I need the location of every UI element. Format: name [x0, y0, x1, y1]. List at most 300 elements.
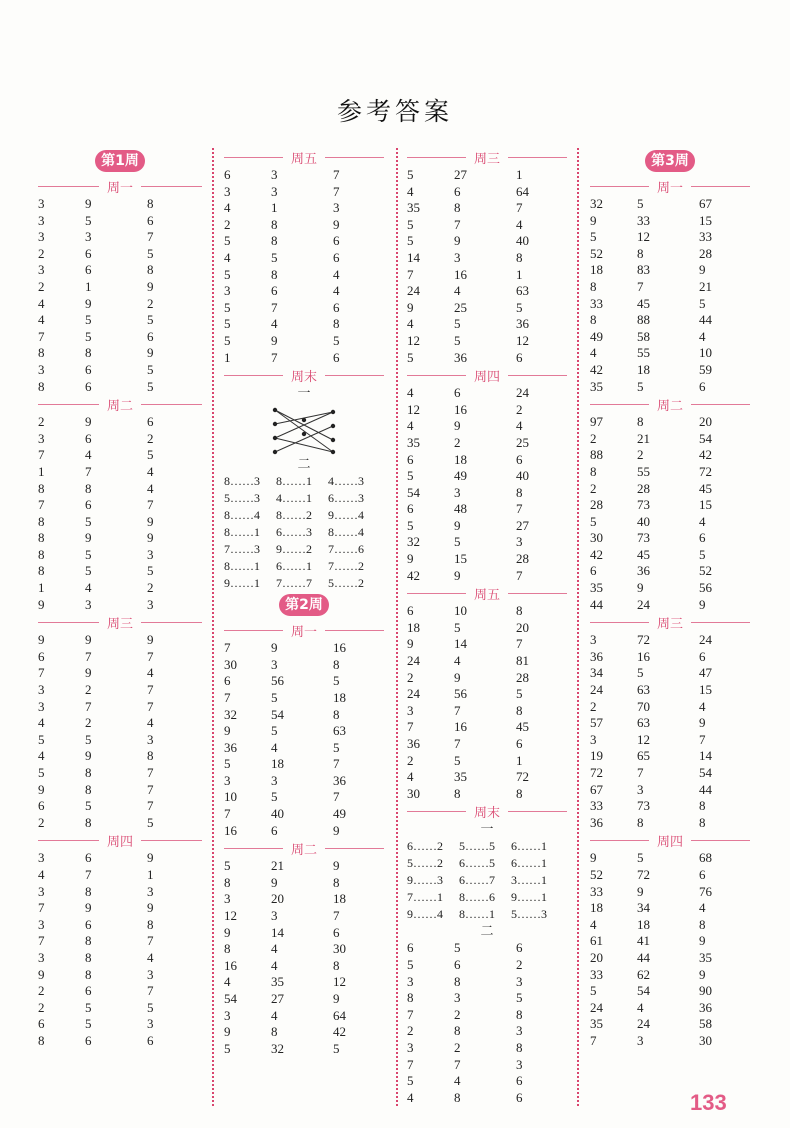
answer-value: 1 [85, 278, 92, 294]
answer-value: 1 [38, 580, 45, 596]
answer-value: 34 [590, 665, 603, 681]
match-answer: 5……2 [407, 856, 443, 871]
answer-value: 5 [407, 167, 414, 182]
answer-value: 7 [147, 983, 154, 999]
answer-row [38, 867, 202, 884]
answer-value: 6 [333, 249, 340, 265]
answer-value: 19 [590, 748, 603, 764]
answer-value: 36 [699, 999, 712, 1015]
answer-value: 56 [454, 686, 467, 702]
match-answer: 7……6 [328, 542, 364, 557]
answer-value: 44 [590, 596, 603, 612]
divider-line [141, 840, 202, 841]
answer-value: 5 [147, 378, 154, 394]
answer-value: 3 [85, 596, 92, 612]
answer-value: 36 [333, 772, 346, 788]
answer-row [224, 908, 384, 925]
match-answer: 3……1 [511, 873, 547, 888]
match-answer-row [224, 490, 384, 507]
answer-value: 30 [224, 656, 237, 672]
answer-value: 27 [454, 167, 467, 182]
answer-value: 3 [516, 534, 523, 550]
answer-value: 4 [407, 183, 414, 199]
answer-value: 3 [590, 632, 597, 648]
answer-row [38, 481, 202, 498]
answer-value: 5 [224, 756, 231, 772]
answer-value: 5 [407, 233, 414, 249]
answer-value: 7 [454, 216, 461, 232]
answer-value: 24 [699, 632, 712, 648]
answer-row [38, 798, 202, 815]
answer-value: 9 [224, 723, 231, 739]
answer-value: 5 [147, 312, 154, 328]
answer-value: 7 [147, 497, 154, 513]
answer-row [407, 350, 567, 367]
answer-value: 24 [637, 596, 650, 612]
answer-row [224, 350, 384, 367]
answer-value: 44 [637, 949, 650, 965]
answer-value: 7 [38, 933, 45, 949]
answer-row [407, 485, 567, 502]
answer-row [224, 200, 384, 217]
answer-value: 3 [454, 249, 461, 265]
answer-value: 27 [516, 517, 529, 533]
answer-value: 1 [147, 866, 154, 882]
answer-row [407, 990, 567, 1007]
answer-value: 4 [147, 715, 154, 731]
answer-value: 3 [38, 698, 45, 714]
section-label: 周三 [657, 617, 684, 633]
answer-row [407, 786, 567, 803]
answer-value: 9 [333, 858, 340, 874]
answer-row [590, 246, 750, 263]
answer-value: 52 [699, 563, 712, 579]
section-header [224, 149, 384, 166]
answer-value: 2 [637, 447, 644, 463]
answer-value: 8 [516, 1006, 523, 1022]
answer-value: 8 [590, 463, 597, 479]
answer-row [38, 1033, 202, 1050]
answer-value: 5 [333, 332, 340, 348]
answer-value: 9 [224, 924, 231, 940]
answer-value: 6 [85, 262, 92, 278]
answer-row [407, 333, 567, 350]
answer-value: 33 [590, 295, 603, 311]
match-answer-row [407, 855, 567, 872]
answer-value: 40 [637, 513, 650, 529]
section-label: 周二 [107, 399, 134, 415]
answer-value: 2 [590, 430, 597, 446]
answer-row [407, 267, 567, 284]
answer-row [38, 296, 202, 313]
divider-line [38, 840, 99, 841]
answer-value: 4 [590, 916, 597, 932]
answer-value: 4 [271, 1007, 278, 1023]
answer-row [407, 300, 567, 317]
match-answer: 6……5 [459, 856, 495, 871]
answer-value: 6 [333, 233, 340, 249]
section-label: 周三 [107, 617, 134, 633]
answer-row [38, 431, 202, 448]
match-answer: 9……4 [407, 907, 443, 922]
answer-row [38, 514, 202, 531]
answer-value: 4 [516, 216, 523, 232]
answer-value: 5 [454, 940, 461, 956]
answer-value: 6 [85, 1032, 92, 1048]
match-answer: 7……3 [224, 542, 260, 557]
answer-value: 7 [147, 682, 154, 698]
answer-value: 32 [407, 534, 420, 550]
answer-value: 6 [147, 1032, 154, 1048]
answer-value: 8 [407, 990, 414, 1006]
answer-value: 6 [333, 349, 340, 365]
answer-value: 6 [38, 648, 45, 664]
answer-value: 9 [85, 900, 92, 916]
answer-value: 6 [516, 736, 523, 751]
answer-row [224, 941, 384, 958]
answer-row [590, 732, 750, 749]
answer-value: 3 [271, 656, 278, 672]
answer-value: 6 [271, 822, 278, 838]
answer-value: 16 [333, 640, 346, 656]
answer-value: 5 [407, 517, 414, 533]
answer-value: 4 [333, 266, 340, 282]
answer-value: 20 [590, 949, 603, 965]
answer-row [224, 300, 384, 317]
match-answer: 5……3 [511, 907, 547, 922]
answer-value: 12 [637, 229, 650, 245]
answer-row [407, 736, 567, 753]
answer-value: 40 [271, 806, 284, 822]
answer-row [407, 1090, 567, 1107]
answer-value: 4 [38, 866, 45, 882]
answer-row [590, 682, 750, 699]
answer-value: 61 [590, 933, 603, 949]
answer-value: 49 [333, 806, 346, 822]
answer-value: 5 [224, 233, 231, 249]
answer-value: 7 [147, 698, 154, 714]
answer-value: 18 [407, 619, 420, 635]
answer-value: 8 [224, 874, 231, 890]
answer-value: 12 [407, 401, 420, 417]
page-number: 133 [690, 1090, 727, 1115]
answer-value: 45 [637, 295, 650, 311]
answer-value: 6 [85, 983, 92, 999]
match-answer-row [224, 507, 384, 524]
answer-value: 9 [85, 196, 92, 211]
answer-value: 81 [516, 653, 529, 669]
answer-row [590, 815, 750, 832]
answer-value: 83 [637, 262, 650, 278]
answer-row [224, 991, 384, 1008]
answer-row [38, 715, 202, 732]
divider-line [224, 375, 283, 376]
answer-value: 18 [333, 689, 346, 705]
answer-value: 4 [271, 957, 278, 973]
divider-line [590, 622, 649, 623]
match-answer: 8……4 [328, 525, 364, 540]
answer-value: 9 [454, 517, 461, 533]
answer-value: 18 [590, 900, 603, 916]
answer-value: 18 [637, 916, 650, 932]
answer-value: 7 [637, 765, 644, 780]
answer-row [38, 213, 202, 230]
answer-value: 4 [38, 312, 45, 328]
answer-row [38, 312, 202, 329]
answer-value: 54 [407, 484, 420, 500]
answer-value: 18 [333, 891, 346, 907]
answer-value: 24 [590, 999, 603, 1015]
answer-row [407, 418, 567, 435]
answer-row [590, 765, 750, 782]
answer-row [38, 699, 202, 716]
answer-row [590, 900, 750, 917]
answer-value: 7 [407, 719, 414, 735]
answer-value: 16 [454, 719, 467, 735]
answer-row [407, 551, 567, 568]
answer-row [38, 950, 202, 967]
answer-row [407, 670, 567, 687]
answer-value: 9 [85, 632, 92, 648]
answer-value: 9 [38, 781, 45, 797]
answer-row [407, 435, 567, 452]
answer-value: 36 [590, 648, 603, 664]
answer-value: 40 [516, 468, 529, 484]
answer-value: 8 [333, 874, 340, 890]
answer-value: 9 [699, 715, 706, 731]
answer-row [590, 665, 750, 682]
answer-value: 4 [407, 316, 414, 332]
section-label: 周三 [474, 152, 501, 167]
answer-value: 2 [147, 295, 154, 311]
answer-value: 24 [407, 686, 420, 702]
section-header [407, 149, 567, 166]
answer-row [407, 568, 567, 585]
answer-row [590, 983, 750, 1000]
answer-value: 1 [516, 167, 523, 182]
divider-line [141, 622, 202, 623]
answer-row [38, 983, 202, 1000]
answer-value: 7 [516, 567, 523, 583]
answer-value: 9 [699, 966, 706, 982]
section-header [38, 614, 202, 631]
answer-value: 8 [454, 1089, 461, 1105]
answer-value: 21 [271, 858, 284, 874]
answer-value: 8 [85, 345, 92, 361]
section-label: 周末 [474, 806, 501, 822]
answer-value: 1 [516, 266, 523, 282]
answer-value: 20 [699, 414, 712, 430]
answer-value: 6 [454, 183, 461, 199]
answer-row [407, 1057, 567, 1074]
answer-value: 8 [38, 378, 45, 394]
answer-value: 88 [637, 312, 650, 328]
answer-value: 70 [637, 698, 650, 714]
answer-row [38, 196, 202, 213]
answer-value: 45 [637, 546, 650, 562]
answer-row [407, 217, 567, 234]
answer-value: 3 [38, 361, 45, 377]
answer-value: 2 [454, 1006, 461, 1022]
answer-row [224, 233, 384, 250]
match-answer: 8……4 [224, 508, 260, 523]
answer-row [38, 967, 202, 984]
answer-row [38, 447, 202, 464]
answer-value: 8 [271, 1024, 278, 1040]
match-answer: 5……2 [328, 576, 364, 591]
answer-value: 8 [38, 345, 45, 361]
answer-row [407, 167, 567, 184]
answer-value: 14 [699, 748, 712, 764]
answer-value: 7 [637, 278, 644, 294]
match-answer: 8……2 [276, 508, 312, 523]
answer-value: 5 [407, 956, 414, 972]
divider-line [691, 186, 750, 187]
answer-value: 3 [407, 1039, 414, 1055]
answer-value: 8 [147, 196, 154, 211]
answer-row [224, 673, 384, 690]
answer-value: 55 [637, 345, 650, 361]
answer-value: 4 [271, 941, 278, 957]
answer-row [38, 262, 202, 279]
answer-row [38, 1016, 202, 1033]
answer-value: 9 [147, 900, 154, 916]
answer-value: 7 [147, 933, 154, 949]
match-answer: 7……7 [276, 576, 312, 591]
answer-value: 3 [407, 702, 414, 718]
answer-value: 18 [637, 361, 650, 377]
answer-value: 8 [516, 1039, 523, 1055]
answer-row [224, 690, 384, 707]
answer-value: 59 [699, 361, 712, 377]
answers-column-1 [38, 148, 202, 1050]
divider-line [38, 622, 99, 623]
answer-value: 73 [637, 497, 650, 513]
answer-value: 5 [637, 378, 644, 394]
answer-row [590, 1033, 750, 1050]
answer-value: 28 [637, 480, 650, 496]
answer-value: 7 [147, 648, 154, 664]
answer-row [38, 765, 202, 782]
divider-line [407, 375, 466, 376]
answer-value: 3 [147, 966, 154, 982]
answer-row [224, 925, 384, 942]
answer-value: 5 [407, 1073, 414, 1089]
match-answer: 6……3 [328, 491, 364, 506]
answer-value: 5 [454, 619, 461, 635]
answer-value: 3 [224, 1007, 231, 1023]
divider-line [325, 157, 384, 158]
section-header [38, 832, 202, 849]
answer-value: 36 [637, 563, 650, 579]
answer-value: 6 [85, 916, 92, 932]
answer-value: 3 [147, 1016, 154, 1032]
answer-row [407, 534, 567, 551]
answer-value: 3 [637, 1032, 644, 1048]
answer-value: 27 [271, 991, 284, 1006]
answer-row [590, 782, 750, 799]
answer-value: 52 [590, 866, 603, 882]
answer-row [224, 858, 384, 875]
answer-value: 9 [38, 966, 45, 982]
section-label: 周四 [657, 835, 684, 851]
answer-value: 6 [333, 299, 340, 315]
answer-row [590, 597, 750, 614]
answer-row [407, 184, 567, 201]
answer-value: 9 [85, 748, 92, 764]
answer-value: 8 [333, 316, 340, 332]
answer-value: 10 [699, 345, 712, 361]
answer-value: 3 [407, 973, 414, 989]
answer-row [590, 262, 750, 279]
answer-value: 7 [333, 908, 340, 924]
answer-value: 49 [454, 468, 467, 484]
answer-value: 4 [699, 900, 706, 916]
answer-value: 9 [85, 295, 92, 311]
column-divider [396, 148, 398, 1106]
answer-value: 8 [333, 706, 340, 722]
answer-value: 8 [85, 966, 92, 982]
answer-value: 9 [333, 822, 340, 838]
answer-value: 30 [699, 1032, 712, 1048]
answer-value: 56 [699, 580, 712, 596]
match-answer: 9……1 [224, 576, 260, 591]
answer-value: 3 [147, 883, 154, 899]
answer-value: 5 [454, 534, 461, 550]
answer-value: 6 [454, 956, 461, 972]
answer-row [407, 1073, 567, 1090]
answer-value: 5 [333, 1040, 340, 1056]
sub-question-label: 二 [480, 924, 494, 940]
answer-value: 4 [224, 974, 231, 990]
answer-row [407, 283, 567, 300]
answer-value: 18 [590, 262, 603, 278]
answer-value: 4 [85, 580, 92, 596]
answer-value: 8 [147, 916, 154, 932]
answer-row [407, 316, 567, 333]
answer-value: 3 [516, 1056, 523, 1072]
answer-value: 7 [590, 1032, 597, 1048]
answer-row [224, 875, 384, 892]
answer-value: 3 [147, 596, 154, 612]
answer-value: 64 [516, 183, 529, 199]
answer-value: 4 [224, 200, 231, 216]
match-answer: 5……3 [224, 491, 260, 506]
answer-value: 9 [271, 874, 278, 890]
answer-value: 97 [590, 414, 603, 430]
answer-value: 6 [516, 1089, 523, 1105]
week-badge [265, 594, 343, 616]
answer-row [407, 940, 567, 957]
answer-row [407, 769, 567, 786]
answer-value: 3 [38, 916, 45, 932]
answer-value: 35 [590, 580, 603, 596]
answer-value: 8 [516, 702, 523, 718]
answer-value: 8 [590, 278, 597, 294]
answer-row [38, 917, 202, 934]
answer-row [590, 867, 750, 884]
match-answer: 8……1 [459, 907, 495, 922]
answer-value: 8 [454, 973, 461, 989]
answer-value: 4 [590, 345, 597, 361]
answer-value: 6 [699, 378, 706, 394]
answer-value: 8 [85, 480, 92, 496]
answer-value: 6 [271, 283, 278, 299]
answer-value: 6 [85, 850, 92, 866]
answer-value: 8 [38, 530, 45, 546]
match-answer: 9……2 [276, 542, 312, 557]
answer-row [38, 329, 202, 346]
